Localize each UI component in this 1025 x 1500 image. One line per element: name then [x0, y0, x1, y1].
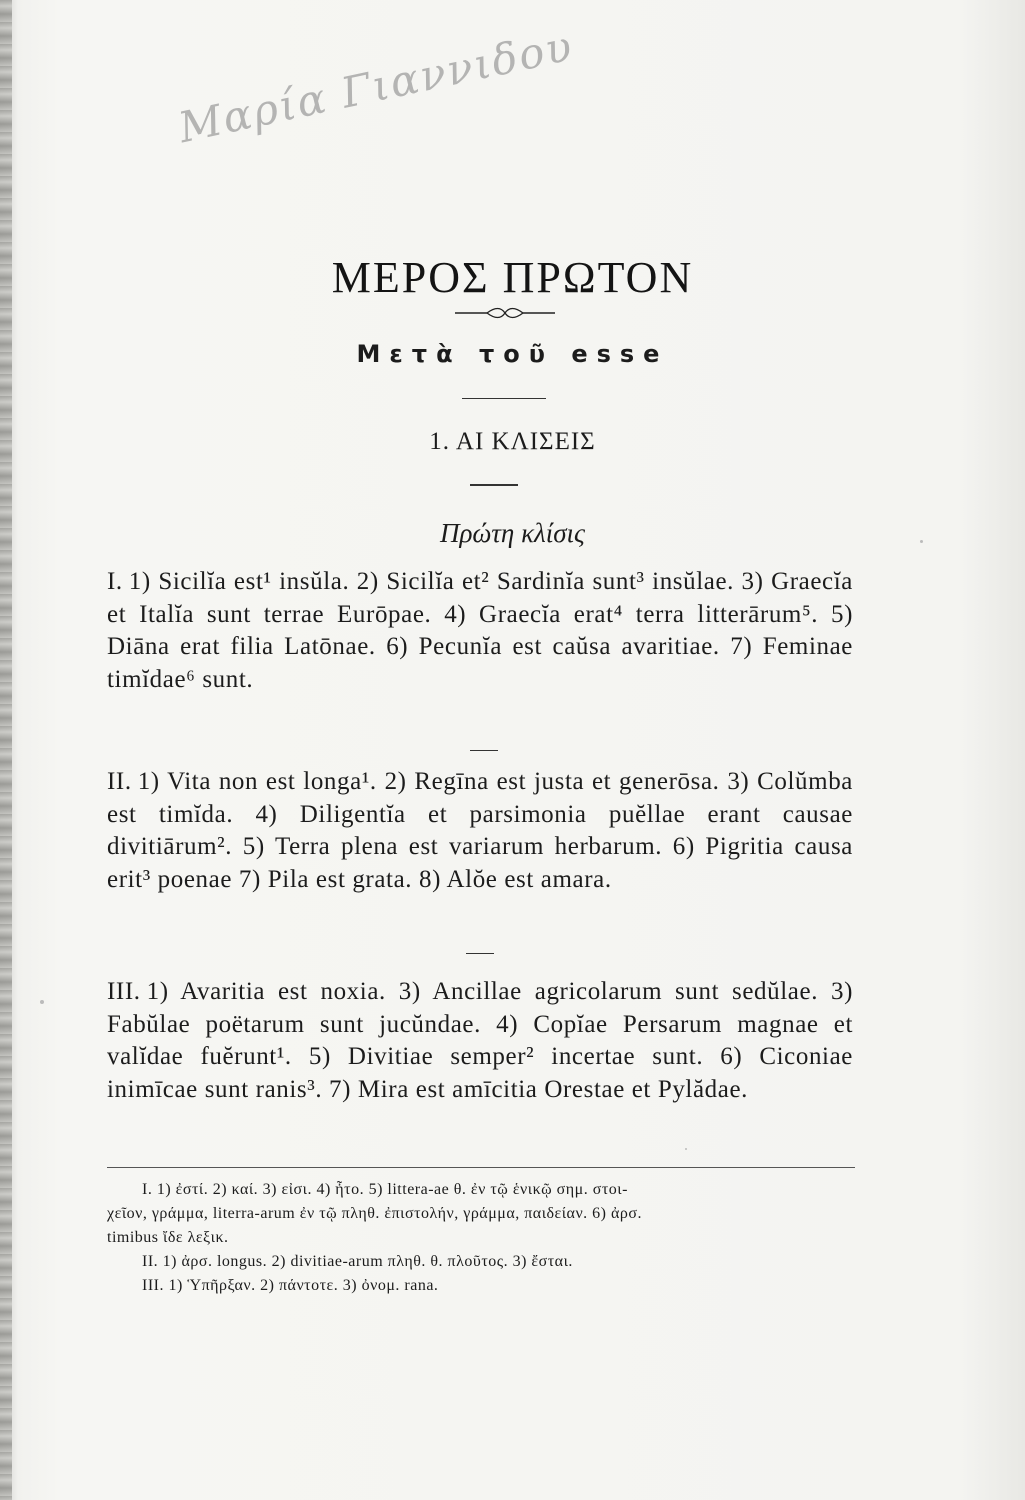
- exercise-numeral: III.: [107, 978, 141, 1005]
- footnote-line: timibus ἴδε λεξικ.: [107, 1229, 229, 1246]
- exercise-block-3: [107, 976, 853, 1106]
- exercise-separator: [470, 750, 498, 751]
- footnote-line: III. 1) Ὑπῆρξαν. 2) πάντοτε. 3) ὀνομ. rana.: [142, 1277, 439, 1294]
- exercise-block-1: [107, 566, 853, 696]
- handwritten-signature: Μαρία Γιαννιδου: [174, 20, 578, 153]
- paper-speck: [40, 1000, 44, 1004]
- exercise-text: 1) Sicilĭa est¹ insŭla. 2) Sicilĭa et² Sardinĭa sunt³ insŭlae. 3) Graecĭa et Italĭa sunt terrae Eurōpae. 4) Graecĭa erat⁴ terra litterārum⁵. 5) Diāna erat filia Latōnae. 6) Pecunĭa est caŭsa avaritiae. 7) Feminae timĭdae⁶ sunt.: [107, 568, 853, 693]
- exercise-text: 1) Vita non est longa¹. 2) Regīna est justa et generōsa. 3) Colŭmba est timĭda. 4) Diligentĭa et parsimonia puĕllae erant causae divitiārum². 5) Terra plena est variarum herbarum. 6) Pigritia causa erit³ poenae 7) Pila est grata. 8) Alŏe est amara.: [107, 768, 853, 893]
- subheading-rule: [462, 398, 546, 399]
- footnote-rule: [107, 1167, 855, 1168]
- subheading: Μετὰ τοῦ esse: [356, 340, 669, 368]
- exercise-text: 1) Avaritia est noxia. 3) Ancillae agricolarum sunt sedŭlae. 3) Fabŭlae poëtarum sunt jucŭndae. 4) Copĭae Persarum magnae et valĭdae fuĕrunt¹. 5) Divitiae semper² incertae sunt. 6) Ciconiae inimīcae sunt ranis³. 7) Mira est amīcitia Orestae et Pylădae.: [107, 978, 853, 1103]
- footnotes: [107, 1178, 857, 1298]
- section-title: 1. ΑΙ ΚΛΙΣΕΙΣ: [429, 428, 596, 455]
- binding-edge: [0, 0, 12, 1500]
- exercise-numeral: I.: [107, 568, 123, 595]
- exercise-numeral: II.: [107, 768, 132, 795]
- section-rule: [470, 484, 518, 486]
- part-title: ΜΕΡΟΣ ΠΡΩΤΟΝ: [331, 253, 694, 302]
- declension-title: Πρώτη κλίσις: [439, 518, 586, 548]
- exercise-block-2: [107, 766, 853, 896]
- exercise-separator: [466, 953, 494, 954]
- ornament-divider: [455, 305, 555, 321]
- footnote-line: I. 1) ἐστί. 2) καί. 3) εἰσι. 4) ἦτο. 5) littera-ae θ. ἐν τῷ ἑνικῷ σημ. στοι-: [142, 1181, 628, 1198]
- footnote-line: χεῖον, γράμμα, literra-arum ἐν τῷ πληθ. ἐπιστολήν, γράμμα, παιδείαν. 6) ἀρσ.: [107, 1205, 642, 1222]
- paper-speck: [920, 540, 923, 543]
- footnote-line: II. 1) ἀρσ. longus. 2) divitiae-arum πληθ. θ. πλοῦτος. 3) ἔσται.: [142, 1253, 573, 1270]
- paper-speck: [685, 1148, 687, 1150]
